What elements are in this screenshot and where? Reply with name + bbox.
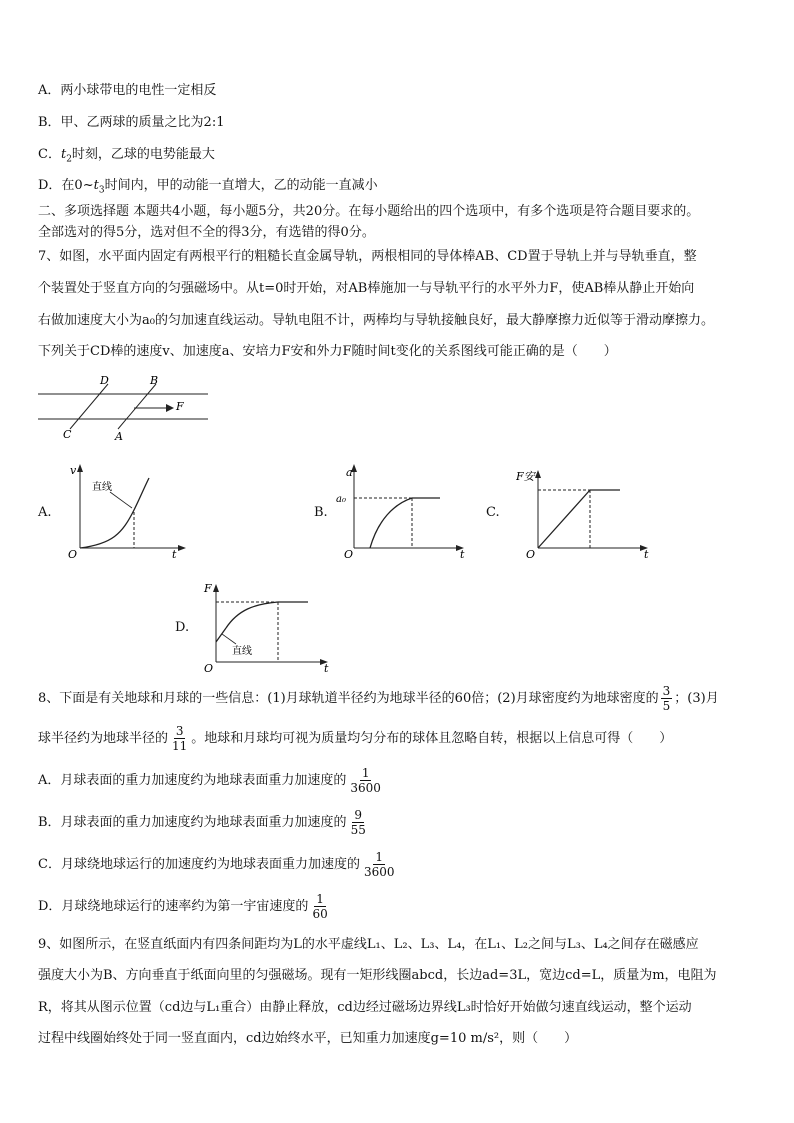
q7-line4: 下列关于CD棒的速度v、加速度a、安培力F安和外力F随时间t变化的关系图线可能正确的是（ ） [38, 344, 617, 359]
q7-line2: 个装置处于竖直方向的匀强磁场中。从t=0时开始，对AB棒施加一与导轨平行的水平外力F，使AB棒从静止开始向 [38, 281, 695, 296]
graph-b-ylabel: a [346, 466, 353, 479]
q7-setup-figure [30, 372, 210, 444]
q7-option-a-label: A. [38, 505, 52, 520]
graph-a-note: 直线 [92, 482, 112, 493]
q8-fraction-radius: $\frac{3}{11}$ [172, 724, 188, 753]
graph-d-origin: O [204, 662, 214, 672]
graph-c-origin: O [526, 548, 536, 559]
graph-b-origin: O [344, 548, 354, 559]
q8-line1: 8、下面是有关地球和月球的一些信息：(1)月球轨道半径约为地球半径的60倍；(2)月球密度约为地球密度的 $\frac{3}{5}$ ；(3)月 [38, 684, 719, 713]
q8-option-a: A．月球表面的重力加速度约为地球表面重力加速度的 $\frac{1}{3600}$ [38, 766, 381, 795]
section2-line1: 二、多项选择题 本题共4小题，每小题5分，共20分。在每小题给出的四个选项中，有多个选项是符合题目要求的。 [38, 204, 700, 219]
graph-a-ylabel: v [70, 464, 77, 477]
q7-option-b-label: B. [314, 505, 328, 520]
graph-b-xlabel: t [460, 548, 465, 559]
graph-a-origin: O [68, 548, 78, 559]
q8-fraction-density: $\frac{3}{5}$ [662, 684, 671, 713]
q7-line3: 右做加速度大小为a₀的匀加速直线运动。导轨电阻不计，两棒均与导轨接触良好，最大静摩擦力近似等于滑动摩擦力。 [38, 313, 714, 328]
q6-option-c: C．$t_2$时刻，乙球的电势能最大 [38, 147, 215, 165]
q8-option-b: B．月球表面的重力加速度约为地球表面重力加速度的 $\frac{9}{55}$ [38, 808, 366, 837]
graph-a [62, 464, 192, 559]
section2-line2: 全部选对的得5分，选对但不全的得3分，有选错的得0分。 [38, 225, 375, 240]
graph-d [196, 578, 336, 672]
q9-line2: 强度大小为B、方向垂直于纸面向里的匀强磁场。现有一矩形线圈abcd，长边ad=3L，宽边cd=L，质量为m，电阻为 [38, 968, 717, 983]
q9-line3: R，将其从图示位置（cd边与L₁重合）由静止释放，cd边经过磁场边界线L₃时恰好开始做匀速直线运动，整个运动 [38, 1000, 692, 1015]
graph-b-a0: a₀ [336, 494, 346, 505]
q6-option-a: A．两小球带电的电性一定相反 [38, 83, 217, 98]
label-b: B [150, 374, 159, 387]
q8-option-c: C．月球绕地球运行的加速度约为地球表面重力加速度的 $\frac{1}{3600}$ [38, 850, 395, 879]
q7-option-d-label: D. [175, 620, 190, 635]
q6-option-b: B．甲、乙两球的质量之比为2:1 [38, 115, 225, 130]
q9-line4: 过程中线圈始终处于同一竖直面内，cd边始终水平，已知重力加速度g=10 m/s²，则（ ） [38, 1031, 578, 1046]
graph-b [336, 464, 476, 559]
q6-option-d: D．在$0\sim t_3$时间内，甲的动能一直增大，乙的动能一直减小 [38, 178, 378, 196]
graph-c-xlabel: t [644, 548, 649, 559]
q9-line1: 9、如图所示，在竖直纸面内有四条间距均为L的水平虚线L₁、L₂、L₃、L₄，在L₁、L₂之间与L₃、L₄之间存在磁感应 [38, 937, 699, 952]
graph-d-ylabel: F [204, 582, 212, 595]
label-a: A [115, 430, 123, 443]
label-d: D [100, 374, 109, 387]
q8-option-d: D．月球绕地球运行的速率约为第一宇宙速度的 $\frac{1}{60}$ [38, 892, 328, 921]
q7-option-c-label: C. [486, 505, 500, 520]
label-c: C [63, 428, 72, 441]
q8-line2: 球半径约为地球半径的 $\frac{3}{11}$ 。地球和月球均可视为质量均匀分布的球体且忽略自转，根据以上信息可得（ ） [38, 724, 673, 753]
graph-a-xlabel: t [172, 548, 177, 559]
graph-d-xlabel: t [324, 662, 329, 672]
graph-c [516, 464, 656, 559]
graph-c-ylabel: F安 [516, 470, 535, 483]
label-f: F [176, 400, 184, 413]
graph-d-note: 直线 [232, 646, 252, 657]
q7-line1: 7、如图，水平面内固定有两根平行的粗糙长直金属导轨，两根相同的导体棒AB、CD置于导轨上并与导轨垂直，整 [38, 249, 697, 264]
